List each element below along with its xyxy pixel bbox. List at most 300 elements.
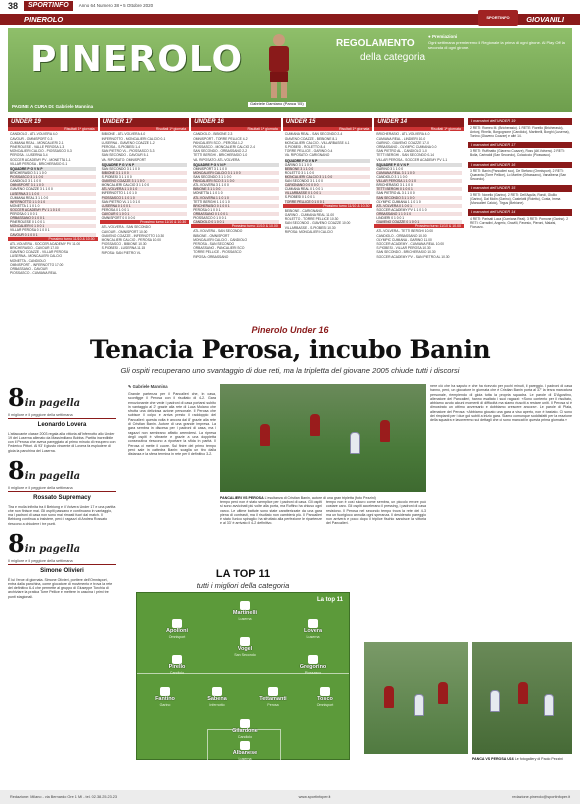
table-row: LUSERNA 0 1 0 0 1 [102,204,188,208]
table-row: SAN SECONDO 3 1 1 0 0 [193,175,232,180]
scorers-title: I marcatori dell'UNDER 17 [468,142,572,149]
scorers-block [468,209,572,230]
top11-player[interactable] [218,741,272,761]
player-team: Luserna [238,756,252,761]
table-row: BRICHERASIO 3 1 1 0 0 [10,171,47,176]
fixture-row: MONCALIERI CALCIO - CANDIOLO [193,237,248,242]
grade-label: in pagella [24,544,81,556]
standings-table-2 [100,118,190,318]
top11-player[interactable] [246,687,300,707]
table-row: VILLARBASSE 0 1 0 0 1 [285,191,371,195]
pagella-subtitle: Il migliore e il peggiore della settimana [8,486,116,493]
result-row: MONCALIERI CALCIO - PIOSSASCO 0-3 [10,149,72,154]
table-row: GARINO 3 1 1 0 0 [284,162,312,167]
player-name: Pirello [168,664,186,670]
standings-table-3 [191,118,281,318]
result-row: PEROSA - LUSERNA 3-4 [10,153,48,158]
fixture-row: PIOSSASCO - CUMIANA REAL [10,271,57,276]
top11-player[interactable] [150,655,204,675]
article-byline: ✎ Gabriele Mannina [128,384,168,389]
player-name: Sabena [207,696,227,702]
table-row: TORRE PELLICE 0 1 0 0 1 [285,200,371,204]
pagella-subtitle: Il migliore e il peggiore della settimana [8,413,116,420]
footer-address: Redazione: Milano - via Bernardo Ore 1 MI - tel. 02.38.25.23.23 [10,794,118,799]
fixture-row: RIPOSA: SAN PIETRO VL [101,250,141,255]
results-list [191,131,281,162]
scorers-text: 3 RETI: Novello (Garino). 2 RETI: Dell'Aquila, Rondi, Giullio (Garino), Dal Molin (Garino), Castelotti (Roletto), Costa, Imma (Moncalieri Calcio), Tirgus (Bebione). [470,192,561,206]
standings-list [283,159,373,204]
fixture-row: ROLETTO - TORRE PELLICE 10.30 [284,217,339,222]
result-row: GARINO - GIAVENO COAZZE 17-0 [376,140,429,145]
result-row: ORBASSANO - OLYMPIC CUMIANA 0-0 [376,144,437,149]
table-title: UNDER 15 [283,118,373,127]
scorers-title: I marcatori dell'UNDER 14 [468,209,572,216]
gallery-caption-text: Le fotogallery di Paolo Pezzini [514,757,563,761]
pagella-name: Rossato Supremacy [33,495,91,502]
pagella-box [8,457,116,526]
player-figure [350,432,360,454]
fixture-row: RIPOSA: MONCALIERI CALCIO [284,229,333,234]
pagella-box [8,530,116,599]
table-row: PIOSSASCO 1 1 0 1 0 [102,196,188,200]
table-row: CUMIANA REAL 0 1 0 0 1 [284,187,323,192]
shirt-icon [308,619,318,628]
result-row: PIOSSASCO - MONCALIERI CALCIO 2-4 [193,144,255,149]
article-column-3: tempo non è così sicuro come sembra, un piccolo errore può costare caro. Gli ospiti accelerano il pressing, i padroni di casa resistono. Il Perosa nel secondo tempo trova la rete del 4-3 ma un fuorigioco annulla ogni speranza. Il desiderato pareggio non arriverà e poco dopo il triplice fischio sancisce la vittoria del Pancalieri. [326,500,426,526]
gallery-photo-2 [472,642,572,754]
article-column-1: Grande partenza per il Pancalieri che, in casa, sconfigge il Perosa con il risultato di 4-2. Gara emozionante che vede i padroni di casa portarsi subito in vantaggio al 2' grazie alla rete di Luca Molano che sfrutta una deliziosa azione personale. Il Perosa che subisce il colpo e arriva presto il raddoppio del Pancalieri: questa volta è ancora dal 8' grazie alla rete di Cristian Banin. Autore di una grande impresa. La gara sembra in discesa per i padroni di casa, ma i ragazzi non sembrano affatto arrendersi. La ripresa degli ospiti è vibrante e grazie a una doppietta consecutiva riescono a riportare la sfida in parità. Il Perosa ci mette il cuore. Sul finire del primo tempo però sale in cattedra Banin: scaglia un tiro dalla distanza e la sfera termina in rete per il definitivo 3-2. [128,392,216,457]
article-kicker: Pinerolo Under 16 [251,325,329,335]
regolamento-subtitle: della categoria [360,52,426,63]
gallery-caption-label: PANCA VS PEROSA U16 [472,757,514,761]
fixture-row: GARINO - CUMIANA REAL 11.00 [284,213,335,218]
top11-player[interactable] [150,619,204,639]
player-figure [310,414,320,436]
result-row: BIBIONE - ATL.VOLVERA 4-0 [101,132,146,137]
scorers-block [468,185,572,206]
shirt-icon [160,687,170,696]
table-row: VILLAR PEROSA 0 1 0 0 1 [10,228,50,233]
table-row: BRICHERASIO 3 1 1 0 0 [376,183,413,188]
table-row: MONCALIERI CALCIO 3 1 1 0 0 [101,183,150,188]
result-row: BRICHERASIO - ATL.VOLVERA 4-0 [376,132,430,137]
player-team: San Secondo [234,652,256,657]
standings-header: SQUADRE P G V N P [376,163,462,167]
shirt-icon [240,741,250,750]
shirt-icon [212,687,222,696]
table-row: PIOSSASCO 0 1 0 0 1 [193,216,227,221]
table-row: MONCALIERI CALCIO 3 1 1 0 0 [193,171,279,175]
shirt-icon [308,655,318,664]
premiazioni-title: ● Premiazioni [428,34,458,39]
result-row: S.PIOBESI - ROLETTO 8-4 [284,144,326,149]
pagelle-column [8,384,116,784]
table-row: PEROSA 0 1 0 0 1 [193,207,221,212]
pagella-text: È lui l'eroe di giornata. Simone Olivieri, portiere dell'Omnisport, entra dalla panchina, come giocatore di movimento e trova la rete del definitivo 6-4 che permette al gruppo di Giuseppe Torchia di archiviare la pratica Torre Pellice e mettere in cascina i primi tre punti stagionali. [8,577,113,599]
pagella-text: L'attaccante classe 2003 regala alla vittoria all'Infernotto allo Under 19 del Luserna allenato da Massimiliano Bobba. Partita incredibile con il Perosa che aveva pareggiato al primo minuto di recupero con Federico Pittori. Al 93' il giusto vincente di Lovera fa esplodere di gioia la panchina del Luserna. [8,431,116,453]
results-list [100,131,190,162]
premiazioni-text: Ogni settimana premieremo il Regionale la prima di ogni girone. Al Play Off la seconda di ogni girone. [428,40,565,51]
pagella-grade [8,530,116,559]
table-subtitle: Risultati 1ª giornata [374,127,464,131]
player-team: Perosa [267,702,279,707]
footer-email[interactable]: redazione.pinerolo@sportinfoper.it [512,794,570,799]
table-row: CUMIANA REAL 3 1 1 0 0 [10,195,49,200]
table-row: LINDIERI 0 1 0 0 1 [376,216,405,221]
table-row: OMNISPORT 3 1 1 0 0 [193,166,227,171]
table-row: SAN SECONDO 3 1 1 0 0 [101,166,140,171]
player-figure [380,420,390,442]
table-row: ORBASSANO 0 1 0 0 1 [193,212,279,216]
result-row: MONCALIERI CALCIO - VILLARBASSE 4-1 [284,140,350,145]
fixture-row: VILLARBASSE - S.PIOBESI 10.30 [284,225,336,230]
table-title: UNDER 17 [100,118,190,127]
standings-tables [8,118,464,318]
photo-caption-label: PANCALIERI VS PEROSA [220,495,264,500]
player-figure [518,682,528,704]
issue-info: Anno 64 Numero 38 • 5 Ottobre 2020 [78,3,154,9]
fixture-row: BEBIONE - CARIGNANO [284,208,323,213]
result-row: PANCALIERI SCO - PEROSA 1-2 [193,140,243,145]
pagella-grade [8,384,116,413]
table-row: MONETTA 1 1 0 1 0 [193,191,223,196]
fixture-row: S.PIOBESI - LUSERNA 11.15 [101,246,146,251]
table-row: SAN SECONDO 3 1 1 0 0 [376,196,462,200]
result-row: GIAVENO COAZZE - BEBIONE 8-1 [284,136,338,141]
standings-list [191,163,281,224]
grade-label: in pagella [24,471,81,483]
standings-header: SQUADRE P G V N P [102,163,188,167]
result-row: TETTI BERGHI - SAN SECONDO 0-14 [376,153,434,158]
photo-caption-text: L'esultanza di Cristian Banin, autore di una gran tripletta (foto Pezzini) [264,495,376,500]
fixture-row: GIAVENO COAZZE - INFERNOTTO 10.30 [101,233,165,238]
grade-number: 8 [8,529,25,559]
scorers-block [468,162,572,183]
player-name: Gregorino [299,664,327,670]
table-row: OMNISPORT 3 1 1 0 0 [10,183,96,187]
fixture-row: PIOSSASCO - BIBIONE 10.30 [101,242,147,247]
next-round-list [283,208,373,235]
grade-label: in pagella [24,398,81,409]
result-row: CUMIANA REAL - LINDIERI 10-0 [376,136,426,141]
table-subtitle: Risultati 1ª giornata [283,127,373,131]
table-row: SOCCER ACADEMY PV 1 1 0 1 0 [376,207,427,212]
fixture-row: ORBASSANO - CAVOUR [10,267,48,271]
player-team: Omnisport [168,634,186,639]
table-row: CANDIOLO 3 1 1 0 0 [10,179,41,184]
result-row: VILLAR PEROSA - BRICHERASIO 0-1 [10,161,68,166]
standings-table-4 [283,118,373,318]
section-bar [0,14,580,25]
article-body [128,384,572,784]
scorers-text: 3 RETI: Banin (Pancalieri sco), De Stefano (Omnisport). 2 RETI: Quaranta (Torre Pellice), Lo Martire (Orbassano), Vanalbena (San Secondo). [470,169,567,182]
pagella-grade [8,457,116,486]
curated-by: PAGINE A CURA DI: Gabriele Mannina [12,103,94,109]
match-photo [220,384,426,500]
player-team: Omnisport [316,702,334,707]
table-row: BRICHERASIO 0 1 0 0 1 [193,204,279,208]
table-row: SOCCER ACADEMY PV 1 1 0 1 0 [10,208,96,212]
table-row: S.PIOBESI 0 1 0 0 1 [284,195,315,200]
result-row: LUSERNA - GIAVENO COAZZE 1-2 [101,140,155,145]
fixture-row: S.PIOBESI - VILLAR PEROSA 10.30 [376,246,431,251]
table-row: GARINO 3 1 1 0 0 [376,166,404,171]
results-list [283,131,373,158]
result-row: VILLAR PEROSA - SOCCER ACADEMY PV 1-1 [376,157,448,162]
top11-subtitle: tutti i migliori della categoria [196,581,290,591]
player-figure [414,694,424,716]
scorers-title: I marcatori dell'UNDER 19 [468,118,572,125]
table-row: PINEROLESE 0 1 0 0 1 [10,220,45,225]
player-team: Piossasco [304,670,322,675]
top11-player[interactable] [286,619,340,639]
table-row: GIAVENO COAZZE 0 1 0 0 1 [376,220,462,224]
table-row: BIBIONE 3 1 1 0 0 [102,171,188,175]
fixture-row: BIBIONE - OMNISPORT [193,233,230,238]
table-row: OLYMPIC CUMIANA 1 1 0 1 0 [376,199,421,204]
results-list [8,131,98,167]
result-row: PEROSA - S.PIOBESI 1-4 [101,144,141,149]
fixture-row: ORBASSANO - PANCALIERI SCO [193,246,245,251]
player-team: Infernotto [209,702,225,707]
player-team: Luserna [238,616,252,621]
brand-seal: SPORTINFO [478,10,518,26]
table-row: BEBIONE 3 1 1 0 0 [285,167,371,171]
next-round-title: Prossimo turno 11/10 & 10.30 [283,204,373,208]
article-column-2: tempo però non è stato semplice per i padroni di casa. Gli ospiti si sono avvicinati più volte alla porta, ma Ruffino ha chiuso ogni varco. Le ultime battute sono state caratterizzate da una gara piena di contrasti, ma il risultato non cambierà più. Il Pancalieri è stato l'unico spiraglio: ha sfruttato alla perfezione le ripartenze e al 33' è arrivato il 4-2 definitivo. [220,500,322,526]
table-row: PEROSA 0 1 0 0 1 [101,207,129,212]
table-row: INFERNOTTO 1 1 0 1 0 [10,200,96,204]
scorers-block [468,118,572,139]
standings-header: SQUADRE P G V N P [193,163,279,167]
scorers-title: I marcatori dell'UNDER 16 [468,162,572,169]
standings-header: SQUADRE P G V N P [10,167,96,171]
pagella-name: Simone Olivieri [40,568,84,575]
fixture-row: RIPOSA: ORBASSANO [193,254,229,259]
shirt-icon [240,719,250,728]
fixture-row: PEROSA - SAN SECONDO [193,242,235,246]
shirt-icon [240,637,250,646]
page-footer [0,790,580,804]
table-row: CAVOUR 0 1 0 0 1 [10,233,96,237]
fixture-row: SAN SECONDO - BRICHERASIO 10.30 [376,250,436,255]
scorers-title: I marcatori dell'UNDER 15 [468,185,572,192]
player-name: Tettamanti [259,696,287,702]
fixture-row: SOCCER ACADEMY - CUMIANA REAL 10.00 [376,242,444,246]
next-round-list [8,241,98,277]
footer-website[interactable]: www.sportinfoper.it [298,794,331,799]
gallery-caption [472,757,563,761]
next-round-list [100,224,190,255]
fixture-row: ATL.VOLVERA - SOCCER ACADEMY PV 11.00 [10,241,81,246]
banner [8,28,572,112]
table-row: ATL.VOLVERA 1 1 0 1 0 [102,187,188,191]
table-row: PANCALIERI SCO 3 1 1 0 0 [193,179,279,183]
top11-player[interactable] [298,687,352,707]
article-deck: Gli ospiti recuperano uno svantaggio di due reti, ma la tripletta del giovane 2005 chiude tutti i discorsi [120,366,460,375]
top11-player[interactable] [218,637,272,657]
player-figure [490,690,500,712]
next-round-title: Prossimo turno 11/10 & 10.30 [100,220,190,224]
player-figure [260,424,270,446]
pagella-text: Tira e molla infinita tra il Bebiong e il Volvera Under 17 e una partita che non finisce mai. Gli ospiti passano e continuano in vantaggio, ma i padroni di casa non sono mai rimasti fuori dal match. Il Bebiong continua a insistere, però i ragazzi di Andrea Rossato riescono a chiudere i tre punti. [8,504,116,526]
pagella-box [8,384,116,453]
pagella-name: Leonardo Lovera [37,422,87,429]
fixture-row: SAN SECONDO - GIAVENO COAZZE 10.00 [284,221,351,226]
article-column-4: nere ciò che ha saputo e che ha ricevuto per pochi minuti, il pareggio. I padroni di casa hanno, però, un giocatore in giornata che è Cristian Banin porta al 37' la terza marcatura personale, riempiendo di gioia tutta la propria squadra. Le parole di D'Agostino, allenatore del Pancalieri, hanno esaltato i suoi ragazzi: «Sono contento per il risultato, abbiamo avuto alcuni momenti di difficoltà ma siamo riusciti a restare uniti. Il Perosa si è dimostrato un ottimo avversario e dobbiamo crescere ancora». Le parole di Plaia, allenatore del Perosa: «Abbiamo giocato una gara a viso aperto, non è bastato. Ci sono dei rimpianti per i due gol subiti a inizio gara. Siamo comunque soddisfatti per la reazione della squadra e lavoreremo sui dettagli che ci sono mancati in questa prima giornata.» [430,384,572,423]
player-team: Garino [159,702,171,707]
fixture-row: SOCCER ACADEMY PV - SAN PIETRO AL 10.30 [376,254,450,259]
table-title: UNDER 19 [8,118,98,127]
table-subtitle: Risultati 1ª giornata [8,127,98,131]
marcatori-column [468,118,572,318]
top11-player[interactable] [138,687,192,707]
table-title: UNDER 14 [374,118,464,127]
gallery-photo-1 [364,642,468,754]
results-list [374,131,464,162]
player-figure [384,686,394,708]
top11-player[interactable] [218,601,272,621]
top11-player[interactable] [190,687,244,707]
table-row: PEROSA 0 1 0 0 1 [10,212,38,217]
next-round-title: Prossimo turno 11/10 & 10.00 [8,237,98,241]
fixture-row: MONCALIERI CALCIO - PEROSA 10.00 [101,237,161,242]
table-row: MONETTA 1 1 0 1 0 [10,203,40,208]
table-row: ROLETTO 3 1 1 0 0 [284,170,315,175]
result-row: INFERNOTTO - MONCALIERI CALCIO 0-1 [101,136,166,141]
player-figure [544,694,554,716]
result-row: TORRE PELLICE - GARINO 0-4 [284,149,333,154]
pagella-subtitle: Il migliore e il peggiore della settimana [8,559,116,566]
table-row: OMNISPORT 0 0 0 0 0 [101,216,136,221]
player-name: Gilardone [232,728,258,734]
top11-player[interactable] [218,719,272,739]
table-row: SAN PIETRO VL 1 1 0 1 0 [101,199,141,204]
banner-title: PINEROLO [30,39,244,80]
fixture-row: ATL.VOLVERA - TETTI BERGHI 10.00 [376,229,434,234]
shirt-icon [268,687,278,696]
table-row: CARIGNANO 0 0 0 0 0 [285,183,371,187]
table-row: CANDIOLO 0 1 0 0 1 [193,220,279,224]
table-subtitle: Risultati 1ª giornata [100,127,190,131]
result-row: VA. RIPOSATO: OMNISPORT [101,157,147,162]
top11-player[interactable] [286,655,340,675]
table-row: S.PIOBESI 3 1 1 0 0 [101,175,132,180]
table-row: LUSERNA 3 1 1 0 0 [10,192,96,196]
next-round-list [191,228,281,259]
table-row: ORBASSANO 0 1 0 0 1 [10,216,96,220]
player-figure [438,682,448,704]
table-row: PIOSSASCO 3 1 1 0 0 [10,175,96,179]
table-subtitle: Risultati 1ª giornata [191,127,281,131]
pitch [136,592,350,760]
result-row: VA. RIPOSATO: ATL.VOLVERA [193,157,240,162]
table-row: ATL.VOLVERA 3 1 1 0 0 [193,183,229,188]
next-round-list [374,228,464,259]
next-round-title: Prossimo turno 11/10 & 10.00 [374,224,464,228]
player-name: Lovera [303,628,323,634]
result-row: CUMIANA REAL - MONCALIERI 2-1 [10,140,64,145]
top11-title: LA TOP 11 [215,568,271,580]
result-row: TETTI BERGHI - BRICHERASIO 1-0 [193,153,248,158]
result-row: OMNISPORT - TORRE PELLICE 4-2 [193,136,248,141]
brand-logo[interactable]: SPORTINFO [24,1,73,11]
fixture-row: OLYMPIC CUMIANA - GARINO 11.00 [376,237,432,242]
player-name: Tosco [317,696,333,702]
player-name: Apolloni [166,628,188,634]
fixture-row: ATL.VOLVERA - SAN SECONDO [101,225,151,230]
fixture-row: LUSERNA - MONCALIERI CALCIO [10,254,63,259]
table-row: GIAVENO COAZZE 3 1 1 0 0 [10,187,53,192]
table-row: INFERNOTTO 1 1 0 1 0 [101,191,137,196]
scorers-text: 4 RETI: Parisati Luca (Cumiana Real). 3 RETI: Pomone (Garino). 2 RETI: Corradini, Angeric, Gravilli, Pavesio, Pieroni, Malaisi, Fioruzzo. [470,216,569,229]
grade-number: 8 [8,456,25,486]
table-row: TETTI BERGHI 1 1 0 1 0 [193,199,230,204]
player-photo [258,32,300,100]
fixture-row: TORRE PELLICE - PIOSSASCO [193,250,242,255]
standings-header: SQUADRE P G V N P [285,159,371,163]
player-team: Candiolo [169,670,185,675]
fixture-row: CANDIOLO - ORBASSANO 10.00 [376,233,427,238]
table-row: ORBASSANO 1 1 0 1 0 [376,212,462,216]
page-number: 38 [8,0,19,11]
standings-table-1 [8,118,98,318]
fixture-row: OMNISPORT - INFERNOTTO 17.00 [10,262,64,267]
table-row: CANDIOLO 3 1 1 0 0 [376,175,408,180]
scorers-block [468,142,572,159]
player-team: Candiolo [237,734,253,739]
result-row: CANDIOLO - BIBIONE 2-3 [193,132,233,137]
table-row: SAN PIETRO AL 3 1 1 0 0 [376,191,415,196]
next-round-title: Prossimo turno 11/10 & 10.00 [191,224,281,228]
scorers-text: 3 RETI: Ruffinatto (Giaveno Coazze), Ross (Atl.Volvera). 2 RETI: Bolla, Carinaldi (San Secondo), Colaciccio (Piossasco). [470,149,565,158]
player-name: Martinelli [232,610,258,616]
fixture-row: GIAVENO COAZZE - VILLAR PEROSA [10,250,69,255]
fixture-row: ATL.VOLVERA - SAN SECONDO [193,229,243,234]
section-left[interactable]: PINEROLO [24,15,64,24]
article-headline: Tenacia Perosa, incubo Banin [89,335,491,364]
standings-list [374,163,464,224]
top11-box [128,568,358,760]
result-row: PINEROLESE - VALLE PEROSA 1-3 [10,144,65,149]
result-row: CUMIANA REAL - SAN SECONDO 2-4 [284,132,343,137]
result-row: CANDIOLO - ATL.VOLVERA 4-0 [10,132,58,137]
fixture-row: MONETTA - CANDIOLO [10,258,46,263]
premiazioni-box [428,34,566,51]
player-team: Luserna [306,634,320,639]
result-row: VA. RIPOSATO: CARIGNANO [284,153,330,158]
table-row: TETTI BERGHI 0 1 0 0 1 [376,187,462,191]
top11-logo: La top 11 [316,597,343,603]
table-title: UNDER 16 [191,118,281,127]
standings-table-5 [374,118,464,318]
shirt-icon [240,601,250,610]
section-right[interactable]: GIOVANILI [526,15,564,24]
standings-list [8,167,98,237]
shirt-icon [172,619,182,628]
grade-number: 8 [8,383,25,412]
result-row: SAN SECONDO - CAVOUR 5-1 [101,153,149,158]
table-row: CAVOUR 0 1 0 0 1 [102,212,188,216]
result-row: SAN SECONDO - ORBASSANO 2-2 [193,149,248,154]
scorers-text: 2 RETI: Romeo M. (Bricherasio). 1 RETE: Fiorello (Bricherasio), Antonj, Rinello, Borgognone (Candiolo), Martinelli, Borghi (Luserna), Tonino (Giaveno Coazze) e altri 14. [470,125,570,138]
table-row: MONCALIERI CALCIO 3 1 1 0 0 [285,175,371,179]
shirt-icon [320,687,330,696]
fixture-row: CAVOUR - OMNISPORT 10.00 [101,229,148,234]
fixture-row: BRICHERASIO - CAVOUR 17.00 [10,245,59,250]
table-row: MONCALIERI 0 1 0 0 1 [10,224,96,228]
player-caption: Gabriele Damiano (Panca '05) [250,101,304,106]
